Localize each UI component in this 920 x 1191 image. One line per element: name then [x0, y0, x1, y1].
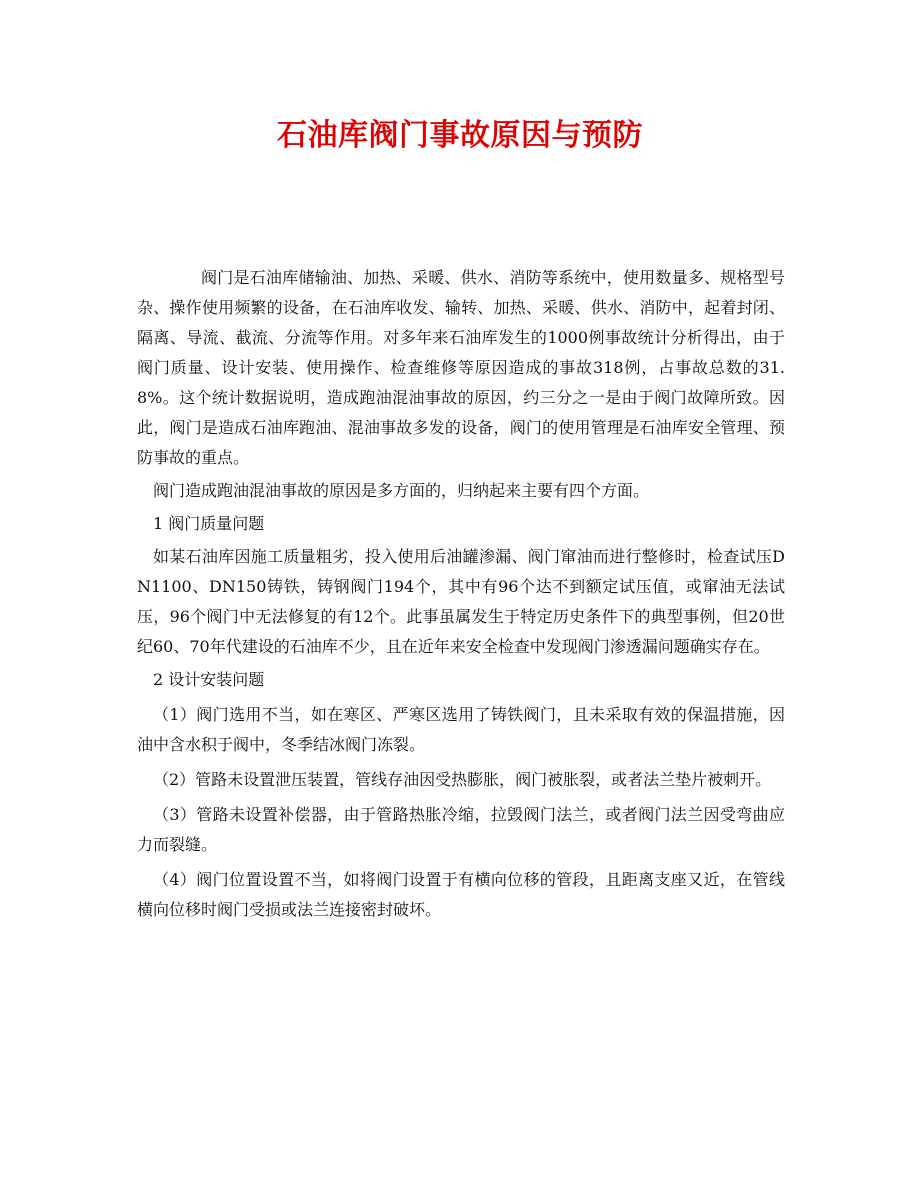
paragraph-quality-example: 如某石油库因施工质量粗劣，投入使用后油罐渗漏、阀门窜油而进行整修时，检查试压DN1100、DN150铸铁，铸钢阀门194个，其中有96个达不到额定试压值，或窜油无法试压，96个阀门中无法修复的有12个。此事虽属发生于特定历史条件下的典型事例，但20世纪60、70年代建设的石油库不少，且在近年来安全检查中发现阀门渗透漏问题确实存在。 — [137, 547, 785, 656]
paragraph-intro: 阀门是石油库储输油、加热、采暖、供水、消防等系统中，使用数量多、规格型号杂、操作使用频繁的设备，在石油库收发、输转、加热、采暖、供水、消防中，起着封闭、隔离、导流、截流、分流等作用。对多年来石油库发生的1000例事故统计分析得出，由于阀门质量、设计安装、使用操作、检查维修等原因造成的事故318例，占事故总数的31.8%。这个统计数据说明，造成跑油混油事故的原因，约三分之一是由于阀门故障所致。因此，阀门是造成石油库跑油、混油事故多发的设备，阀门的使用管理是石油库安全管理、预防事故的重点。 — [137, 268, 785, 467]
section-heading-quality: 1 阀门质量问题 — [153, 514, 265, 533]
section-heading-design: 2 设计安装问题 — [153, 670, 265, 689]
list-item-design-4: （4）阀门位置设置不当，如将阀门设置于有横向位移的管段，且距离支座又近，在管线横向位移时阀门受损或法兰连接密封破坏。 — [137, 870, 785, 919]
document-title: 石油库阀门事故原因与预防 — [277, 118, 643, 153]
document-body — [137, 263, 785, 925]
paragraph-summary: 阀门造成跑油混油事故的原因是多方面的，归纳起来主要有四个方面。 — [153, 481, 650, 500]
list-item-design-3: （3）管路未设置补偿器，由于管路热胀冷缩，拉毁阀门法兰，或者阀门法兰因受弯曲应力而裂缝。 — [137, 805, 785, 854]
list-item-design-2: （2）管路未设置泄压装置，管线存油因受热膨胀，阀门被胀裂，或者法兰垫片被刺开。 — [153, 770, 772, 789]
list-item-design-1: （1）阀门选用不当，如在寒区、严寒区选用了铸铁阀门，且未采取有效的保温措施，因油中含水积于阀中，冬季结冰阀门冻裂。 — [137, 705, 785, 754]
